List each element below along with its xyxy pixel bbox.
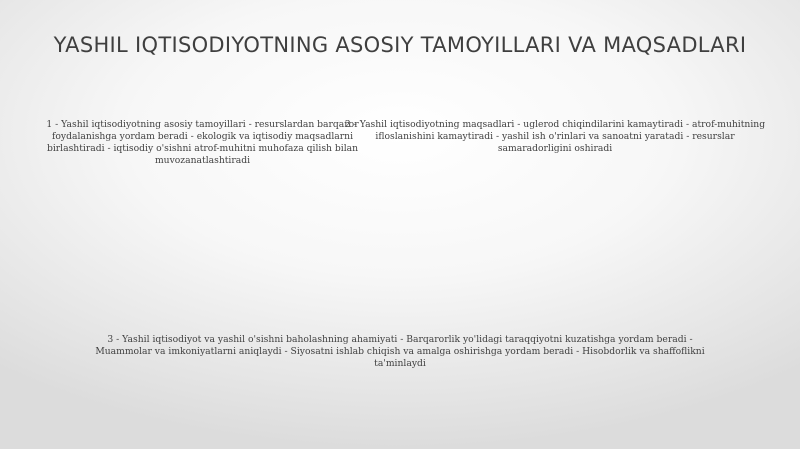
slide-title: YASHIL IQTISODIYOTNING ASOSIY TAMOYILLARI VA MAQSADLARI <box>53 33 747 57</box>
assessment-block: 3 - Yashil iqtisodiyot va yashil o'sishni baholashning ahamiyati - Barqarorlik yo'lidagi taraqqiyotni kuzatishga yordam beradi - Muammolar va imkoniyatlarni aniqlaydi - Siyosatni ishlab chiqish va amalga oshirishga yordam beradi - Hisobdorlik va shaffoflikni ta'minlaydi <box>95 334 705 369</box>
principles-block: 1 - Yashil iqtisodiyotning asosiy tamoyillari - resurslardan barqaror foydalanishga yordam beradi - ekologik va iqtisodiy maqsadlarni birlashtiradi - iqtisodiy o'sishni atrof-muhitni muhofaza qilish bilan muvozanatlashtiradi <box>46 119 359 166</box>
goals-block: 2 - Yashil iqtisodiyotning maqsadlari - uglerod chiqindilarini kamaytiradi - atrof-muhitning ifloslanishini kamaytiradi - yashil ish o'rinlari va sanoatni yaratadi - resurslar samaradorligini oshiradi <box>344 119 766 154</box>
